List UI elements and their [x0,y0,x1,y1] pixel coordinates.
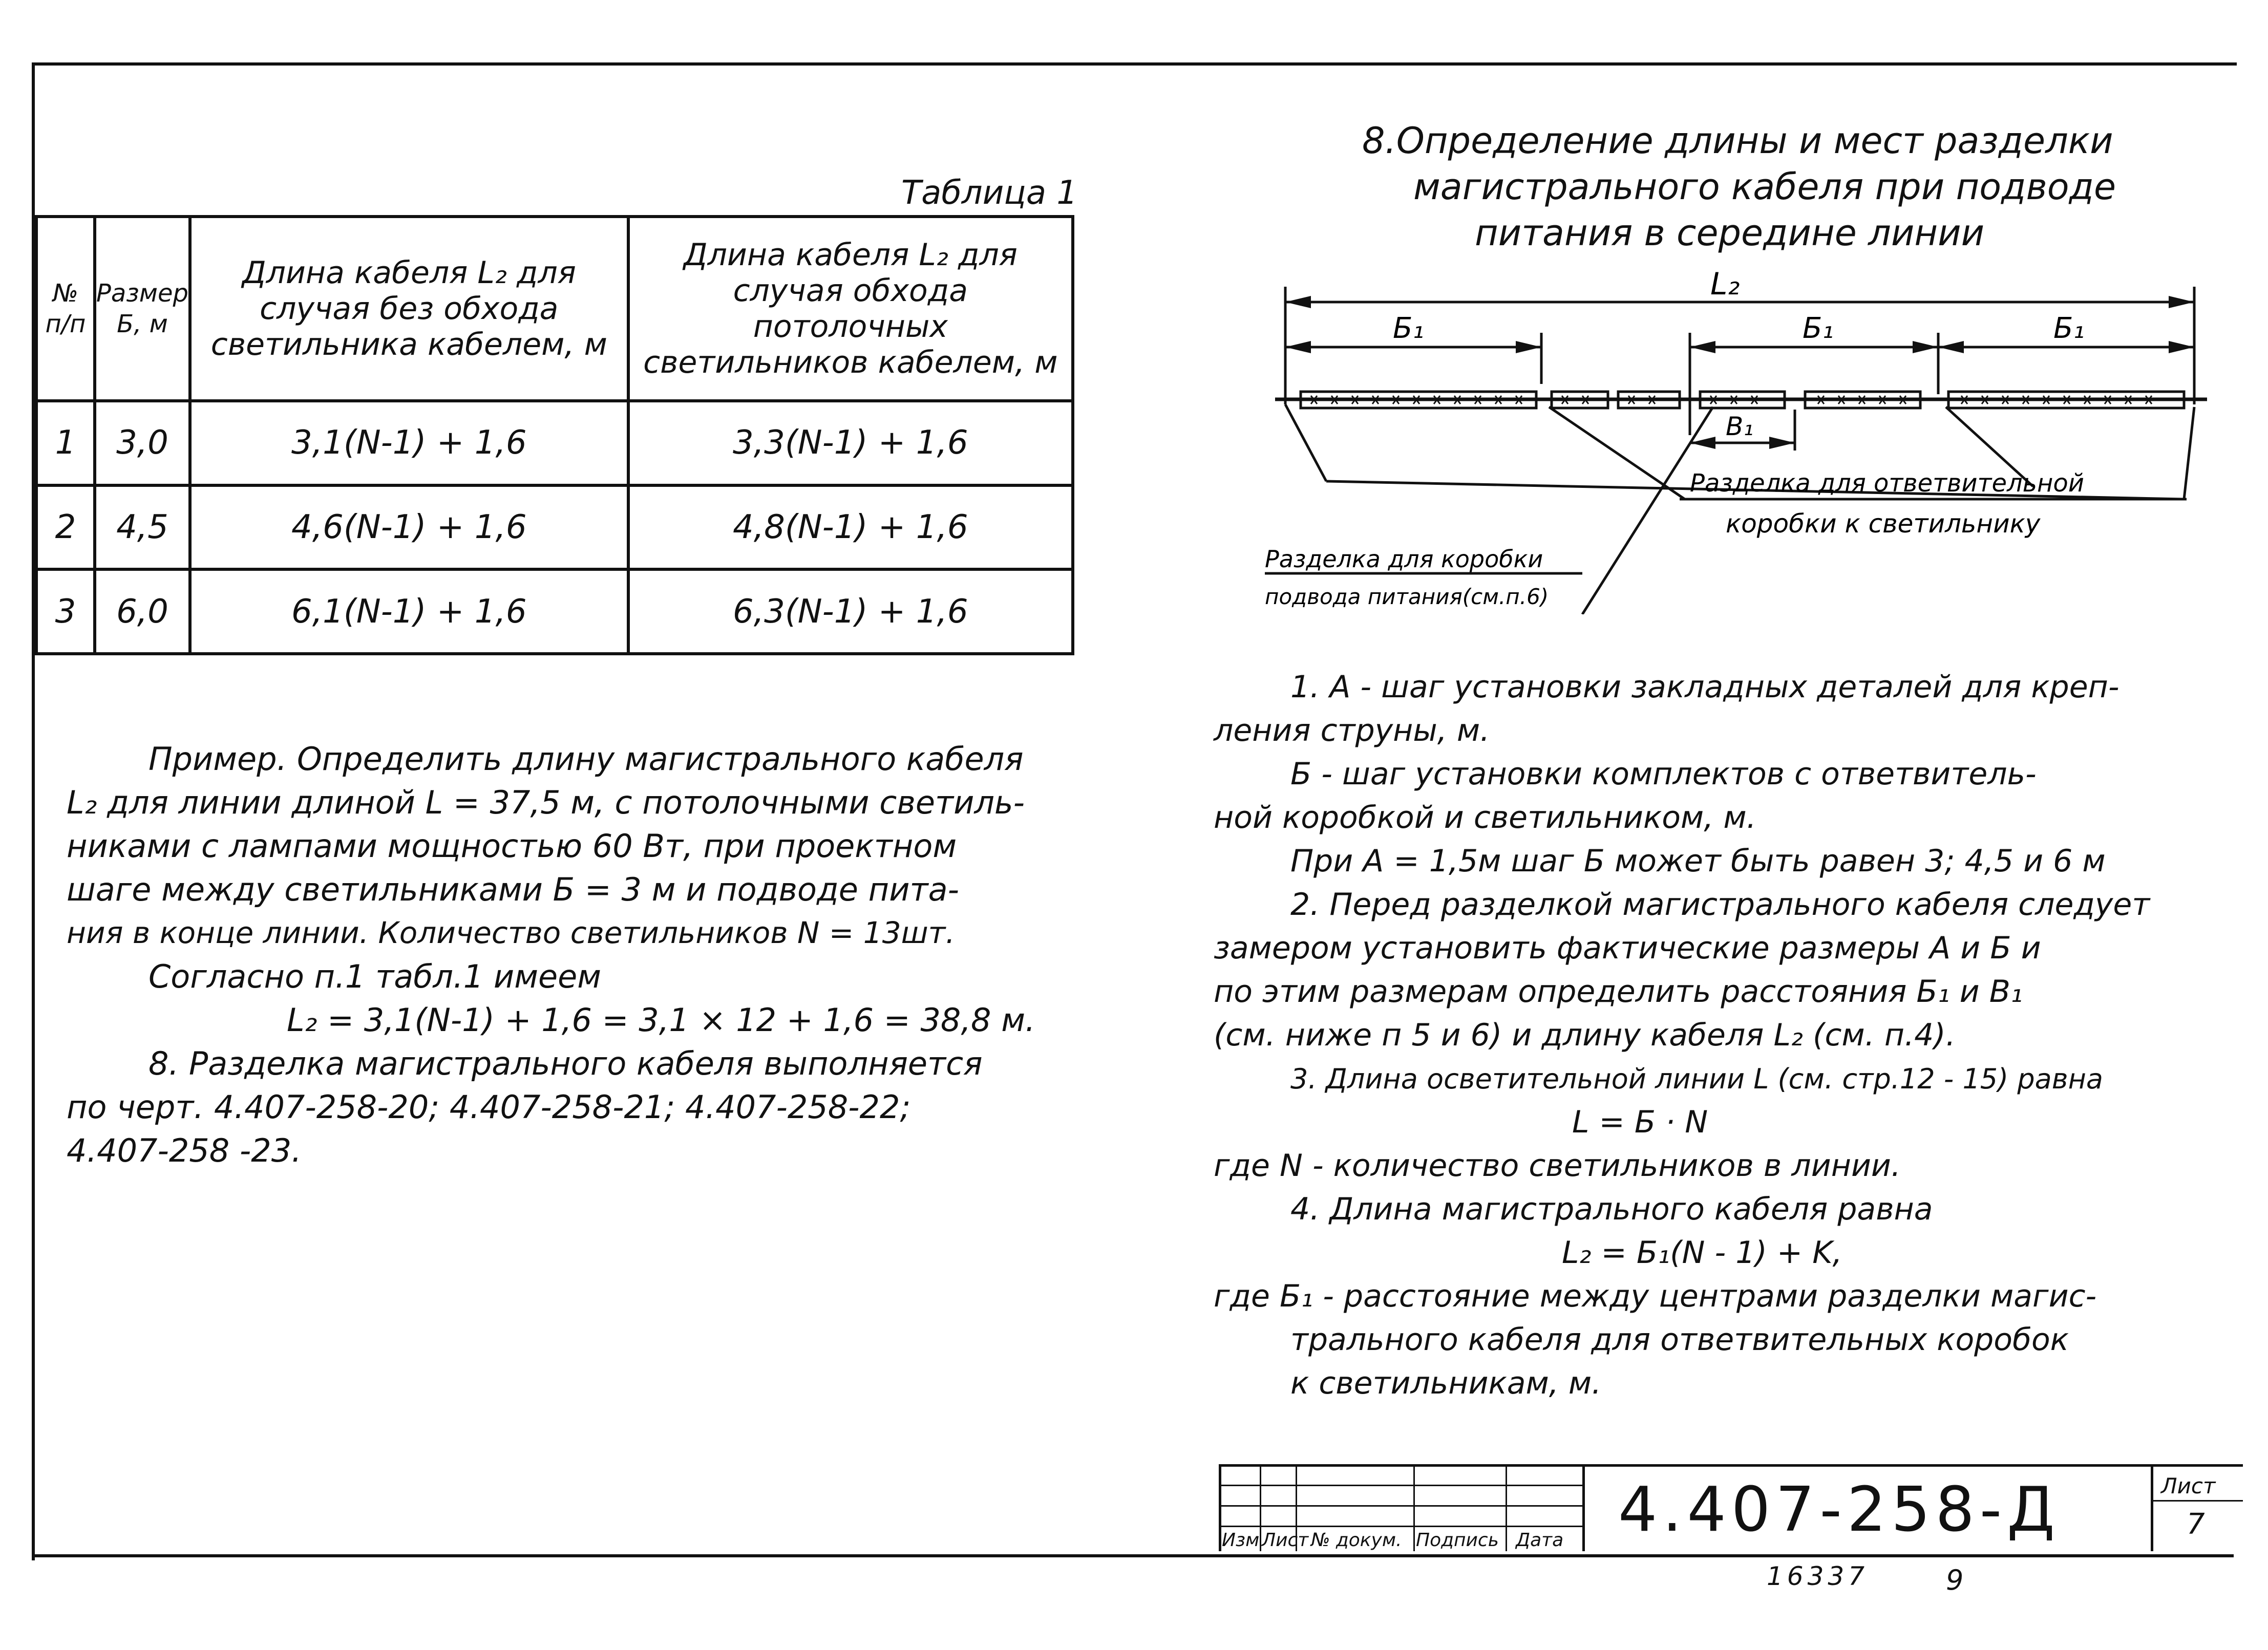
note-line: Б - шаг установки комплектов с ответвитель- [1290,756,2037,792]
note-line: 4. Длина магистрального кабеля равна [1290,1191,1933,1227]
label-L2: L₂ [1710,266,1740,302]
example-formula: L₂ = 3,1(N-1) + 1,6 = 3,1 × 12 + 1,6 = 38,8 м. [287,1001,1035,1039]
cable-length-table [35,215,1074,655]
note-line: 1. А - шаг установки закладных деталей для креп- [1290,669,2119,705]
section-title-line: магистрального кабеля при подводе [1413,166,2116,208]
row-num: 3 [36,569,95,654]
table-row [36,401,1073,485]
doc-number: 4.407-258-Д [1618,1474,2060,1546]
note-line: При А = 1,5м шаг Б может быть равен 3; 4,5 и 6 м [1290,843,2106,879]
note-line: к светильникам, м. [1290,1365,1602,1401]
row-bypass: 4,8(N-1) + 1,6 [628,485,1073,570]
tb-col-label: Дата [1516,1530,1564,1551]
row-num: 1 [36,401,95,485]
example-line: никами с лампами мощностью 60 Вт, при проектном [67,827,957,865]
label-B1-mid: Б₁ [1803,312,1834,345]
example-line: Согласно п.1 табл.1 имеем [149,958,602,995]
row-no-bypass: 6,1(N-1) + 1,6 [190,569,628,654]
note-line: трального кабеля для ответвительных коробок [1290,1322,2069,1358]
example-text [67,737,1035,1172]
example-line: L₂ для линии длиной L = 37,5 м, с потолочными светиль- [67,784,1025,821]
title-block [1219,1464,2243,1551]
note-line: 2. Перед разделкой магистрального кабеля следует [1290,887,2150,923]
table-row [36,569,1073,654]
note-formula: L₂ = Б₁(N - 1) + K, [1562,1235,1842,1271]
label-V1: В₁ [1726,412,1754,441]
note-line: где Б₁ - расстояние между центрами разделки магис- [1214,1278,2097,1314]
row-no-bypass: 4,6(N-1) + 1,6 [190,485,628,570]
example-line: ния в конце линии. Количество светильников N = 13шт. [67,915,955,950]
row-size: 6,0 [95,569,190,654]
inventory-number: 16337 [1767,1561,1869,1591]
sheet-label: Лист [2161,1473,2216,1498]
example-line: 8. Разделка магистрального кабеля выполняется [149,1045,983,1082]
note-line: 3. Длина осветительной линии L (см. стр.12 - 15) равна [1290,1063,2103,1095]
table-row [36,485,1073,570]
section-title-line: 8.Определение длины и мест разделки [1362,120,2113,162]
header-num: № п/п [36,217,95,401]
example-line: Пример. Определить длину магистрального кабеля [149,740,1024,778]
note-line: ной коробкой и светильником, м. [1214,800,1756,835]
example-line: 4.407-258 -23. [67,1132,302,1169]
tb-col-label: Лист [1262,1530,1309,1551]
row-no-bypass: 3,1(N-1) + 1,6 [190,401,628,485]
note-line: (см. ниже п 5 и 6) и длину кабеля L₂ (см. п.4). [1214,1017,1956,1053]
note-line: где N - количество светильников в линии. [1214,1148,1901,1184]
tb-col-label: Подпись [1416,1530,1499,1551]
tb-col-label: № докум. [1311,1530,1402,1551]
table-caption: Таблица 1 [901,174,1078,212]
row-bypass: 6,3(N-1) + 1,6 [628,569,1073,654]
example-line: по черт. 4.407-258-20; 4.407-258-21; 4.407-258-22; [67,1088,911,1126]
callout-branch-line2: коробки к светильнику [1726,509,2041,539]
page-number: 9 [1946,1564,1964,1596]
section-title [1311,118,2233,256]
header-no-bypass: Длина кабеля L₂ для случая без обхода светильника кабелем, м [190,217,628,401]
note-line: по этим размерам определить расстояния Б₁ и В₁ [1214,974,2023,1010]
callout-branch-line1: Разделка для ответвительной [1690,469,2084,498]
note-formula: L = Б · N [1572,1104,1708,1140]
row-size: 4,5 [95,485,190,570]
sheet-number: 7 [2187,1508,2205,1541]
cable-diagram-svg [1265,266,2238,614]
note-line: ления струны, м. [1214,713,1490,748]
cable-diagram [1265,266,2238,614]
notes-text [1214,666,2150,1405]
callout-feed-line1: Разделка для коробки [1265,545,1543,573]
row-num: 2 [36,485,95,570]
callout-feed-line2: подвода питания(см.п.6) [1265,584,1549,609]
label-B1-right: Б₁ [2053,312,2085,345]
row-size: 3,0 [95,401,190,485]
note-line: замером установить фактические размеры А и Б и [1214,930,2041,966]
header-size: Размер Б, м [95,217,190,401]
row-bypass: 3,3(N-1) + 1,6 [628,401,1073,485]
example-line: шаге между светильниками Б = 3 м и подводе пита- [67,871,959,908]
label-B1-left: Б₁ [1393,312,1424,345]
frame-bottom-line [32,1554,2234,1557]
header-bypass: Длина кабеля L₂ для случая обхода потолочных светильников кабелем, м [628,217,1073,401]
tb-col-label: Изм [1222,1530,1260,1551]
section-title-line: питания в середине линии [1475,212,1985,254]
